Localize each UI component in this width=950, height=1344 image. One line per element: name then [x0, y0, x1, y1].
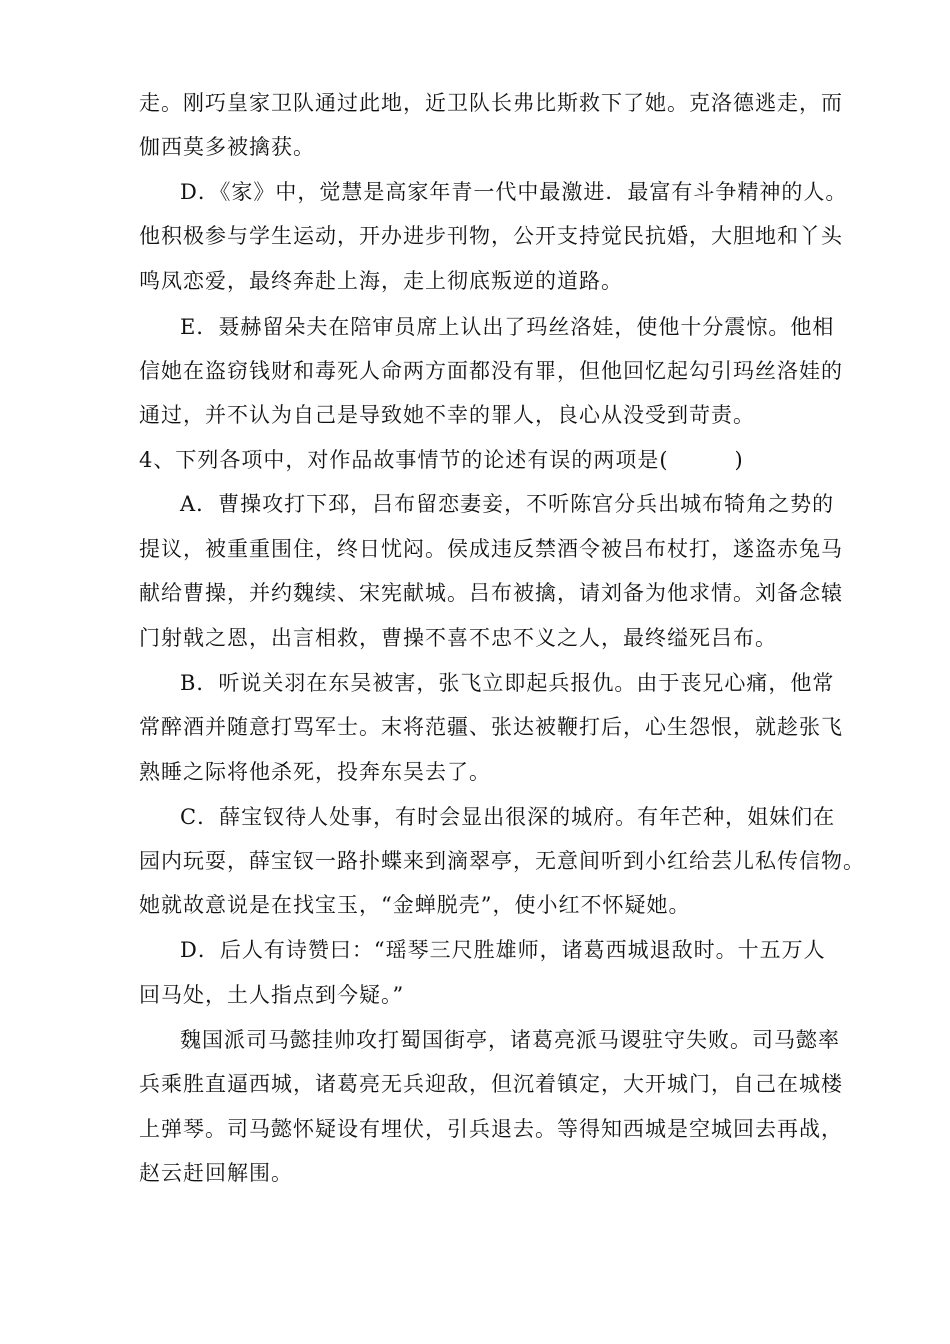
option-a-paragraph: A．曹操攻打下邳，吕布留恋妻妾，不听陈宫分兵出城布犄角之势的 — [180, 492, 835, 516]
text-line: 他积极参与学生运动，开办进步刊物，公开支持觉民抗婚，大胆地和丫头 — [139, 224, 843, 248]
text-line: 鸣凤恋爱，最终奔赴上海，走上彻底叛逆的道路。 — [139, 269, 623, 293]
text-line: 门射戟之恩，出言相救，曹操不喜不忠不义之人，最终缢死吕布。 — [139, 626, 777, 650]
text-line: 伽西莫多被擒获。 — [139, 135, 315, 159]
story-paragraph: 魏国派司马懿挂帅攻打蜀国街亭，诸葛亮派马谡驻守失败。司马懿率 — [180, 1028, 840, 1052]
text-line: 园内玩耍，薛宝钗一路扑蝶来到滴翠亭，无意间听到小红给芸儿私传信物。 — [139, 849, 865, 873]
text-line: 献给曹操，并约魏续、宋宪献城。吕布被擒，请刘备为他求情。刘备念辕 — [139, 581, 843, 605]
option-d-paragraph: D．《家》中，觉慧是高家年青一代中最激进．最富有斗争精神的人。 — [180, 180, 848, 204]
text-line: 上弹琴。司马懿怀疑设有埋伏，引兵退去。等得知西城是空城回去再战， — [139, 1117, 843, 1141]
option-d-paragraph: D．后人有诗赞曰：“瑶琴三尺胜雄师，诸葛西城退敌时。十五万人 — [180, 938, 826, 962]
text-line: 赵云赶回解围。 — [139, 1161, 293, 1185]
question-4-stem: 4、下列各项中，对作品故事情节的论述有误的两项是( ) — [139, 448, 744, 472]
text-line: 信她在盗窃钱财和毒死人命两方面都没有罪，但他回忆起勾引玛丝洛娃的 — [139, 359, 843, 383]
option-c-paragraph: C．薛宝钗待人处事，有时会显出很深的城府。有年芒种，姐妹们在 — [180, 805, 836, 829]
text-line: 常醉酒并随意打骂军士。末将范疆、张达被鞭打后，心生怨恨，就趁张飞 — [139, 715, 843, 739]
text-line: 走。刚巧皇家卫队通过此地，近卫队长弗比斯救下了她。克洛德逃走，而 — [139, 91, 843, 115]
option-e-paragraph: E．聂赫留朵夫在陪审员席上认出了玛丝洛娃，使他十分震惊。他相 — [180, 315, 835, 339]
text-line: 兵乘胜直逼西城，诸葛亮无兵迎敌，但沉着镇定，大开城门，自己在城楼 — [139, 1072, 843, 1096]
option-b-paragraph: B．听说关羽在东吴被害，张飞立即起兵报仇。由于丧兄心痛，他常 — [180, 671, 835, 695]
text-line: 她就故意说是在找宝玉，“金蝉脱壳”，使小红不怀疑她。 — [139, 893, 691, 917]
text-line: 熟睡之际将他杀死，投奔东吴去了。 — [139, 760, 491, 784]
text-line: 回马处，土人指点到今疑。” — [139, 983, 405, 1007]
text-line: 通过，并不认为自己是导致她不幸的罪人，良心从没受到苛责。 — [139, 403, 755, 427]
text-line: 提议，被重重围住，终日忧闷。侯成违反禁酒令被吕布杖打，遂盗赤兔马 — [139, 537, 843, 561]
